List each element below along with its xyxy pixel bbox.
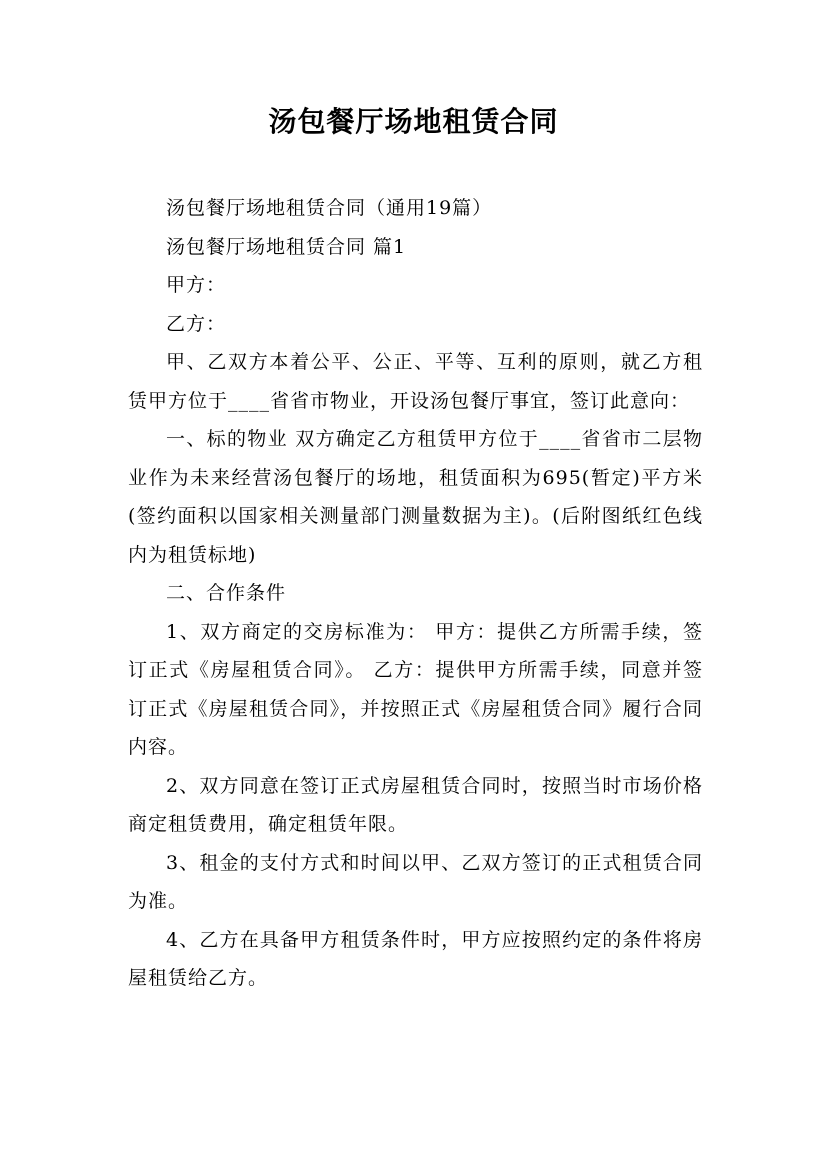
clause-subject-property: 一、标的物业 双方确定乙方租赁甲方位于____省省市二层物业作为未来经营汤包餐厅的场地，租赁面积为695(暂定)平方米(签约面积以国家相关测量部门测量数据为主)。(后附图纸红色线内为租赁标地) bbox=[128, 428, 703, 566]
preamble-paragraph: 甲、乙双方本着公平、公正、平等、互利的原则，就乙方租赁甲方位于____省省市物业，开设汤包餐厅事宜，签订此意向： bbox=[128, 351, 703, 412]
document-title: 汤包餐厅场地租赁合同 bbox=[268, 105, 559, 138]
document-body bbox=[128, 189, 703, 998]
section-heading-part-1: 汤包餐厅场地租赁合同 篇1 bbox=[166, 235, 407, 258]
document-subtitle: 汤包餐厅场地租赁合同（通用19篇） bbox=[166, 197, 493, 219]
party-b-label: 乙方： bbox=[166, 312, 227, 335]
clause-item-1: 1、双方商定的交房标准为： 甲方：提供乙方所需手续，签订正式《房屋租赁合同》。 乙方：提供甲方所需手续，同意并签订正式《房屋租赁合同》，并按照正式《房屋租赁合同》履行合同内容。 bbox=[128, 620, 703, 758]
clause-item-2: 2、双方同意在签订正式房屋租赁合同时，按照当时市场价格商定租赁费用，确定租赁年限。 bbox=[128, 774, 703, 835]
clause-cooperation-heading: 二、合作条件 bbox=[166, 582, 287, 604]
clause-item-4: 4、乙方在具备甲方租赁条件时，甲方应按照约定的条件将房屋租赁给乙方。 bbox=[128, 928, 703, 989]
clause-item-3: 3、租金的支付方式和时间以甲、乙双方签订的正式租赁合同为准。 bbox=[128, 851, 703, 912]
party-a-label: 甲方： bbox=[166, 274, 227, 296]
